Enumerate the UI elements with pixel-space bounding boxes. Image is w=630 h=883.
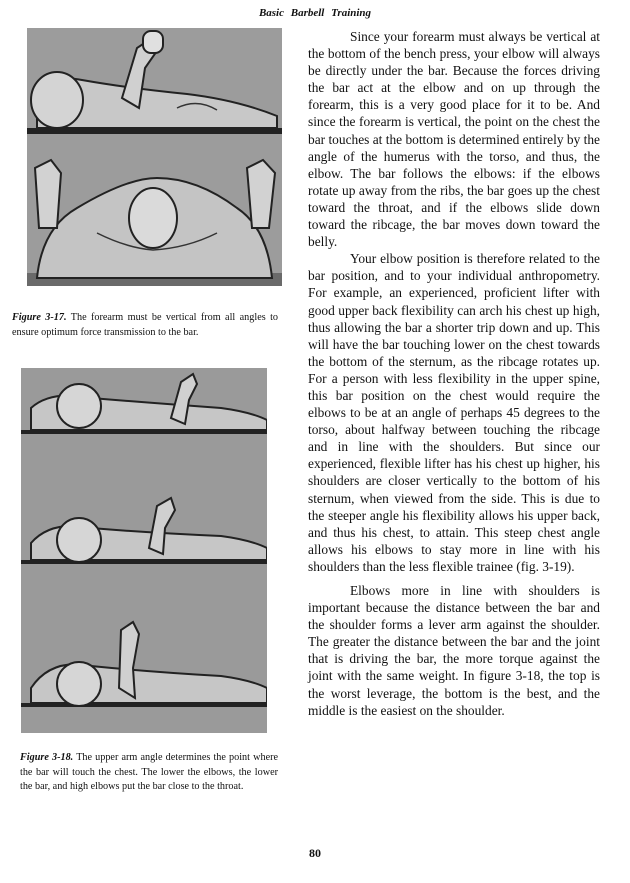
figure-3-17-caption [12,311,278,340]
figure-3-18-text: The upper arm angle determines the point where the bar will touch the chest. The lower the elbows, the lower the bar, and high elbows put the bar close to the throat. [20,752,279,792]
body-text-column [308,28,600,719]
body-paragraph: Since your forearm must always be vertical at the bottom of the bench press, your elbow will always be directly under the bar. Because the forces driving the bar act at the elbow and on up through the forearm, this is a very good place for it to be. And since the forearm is vertical, the point on the chest the bar touches at the bottom is determined entirely by the angle of the humerus with the torso, and thus, the elbow. The bar follows the elbows: if the elbows rotate up away from the ribs, the bar goes up the chest toward the throat, and if the elbows slide down toward the ribcage, the bar moves down toward the belly. [308,29,600,250]
figure-3-18-label: Figure 3-18. [20,752,74,763]
figure-3-17-illustration [27,28,282,286]
figure-3-17-text: The forearm must be vertical from all angles to ensure optimum force transmission to the bar. [12,312,279,338]
figure-3-17-label: Figure 3-17. [12,312,67,323]
figure-3-18-illustration [21,368,267,733]
figure-3-18-caption [20,751,278,795]
page-number: 80 [309,846,321,860]
running-head: Basic Barbell Training [258,7,372,19]
body-paragraph: Elbows more in line with shoulders is important because the distance between the bar and the shoulder forms a lever arm against the shoulder. The greater the distance between the bar and the joint that is driving the bar, the more torque against the joint with the same weight. In figure 3-18, the top is the worst leverage, the bottom is the best, and the middle is the easiest on the shoulder. [308,583,600,718]
body-paragraph: Your elbow position is therefore related to the bar position, and to your individual anthropometry. For example, an experienced, proficient lifter with good upper back flexibility can arch his chest up high, thus allowing the bar a shorter trip down and up. This will have the bar touching lower on the chest towards the bottom of the sternum, as the ribcage rotates up. For a person with less flexibility in the upper spine, this bar position on the chest would require the elbows to be at an angle of perhaps 45 degrees to the torso, about halfway between touching the ribcage and in line with the shoulders. But since our experienced, flexible lifter has his chest up higher, his shoulders are closer vertically to the bottom of his sternum, when viewed from the side. This is due to the steeper angle his flexibility allows his upper back, and thus his chest, to attain. This steep chest angle allows his elbows to stay more in line with his shoulders than the less flexible trainee (fig. 3-19). [308,251,600,574]
